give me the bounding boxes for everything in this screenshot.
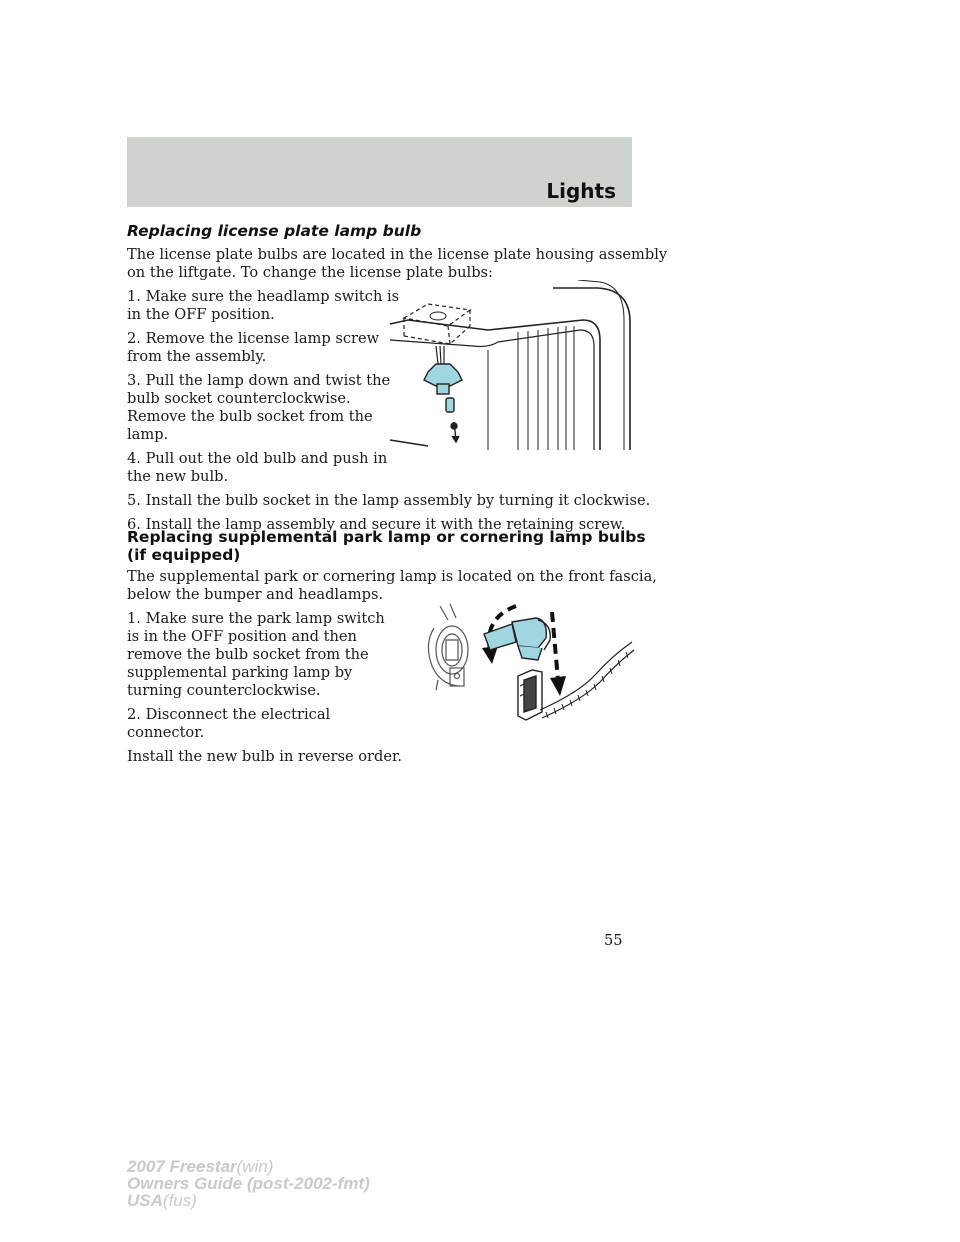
license-step-3-line-1: 3. Pull the lamp down and twist the: [127, 372, 391, 389]
footer-line-2: [127, 1175, 370, 1192]
footer-line-3: [127, 1192, 370, 1209]
park-lamp-step-1-line-1: 1. Make sure the park lamp switch: [127, 610, 385, 627]
park-lamp-step-1-line-2: is in the OFF position and then: [127, 628, 357, 645]
footer-guide: Owners Guide (post-2002-fmt): [127, 1174, 370, 1193]
park-lamp-intro-line-2: below the bumper and headlamps.: [127, 586, 384, 603]
park-lamp-step-1-line-5: turning counterclockwise.: [127, 682, 321, 699]
license-step-5: 5. Install the bulb socket in the lamp assembly by turning it clockwise.: [127, 492, 651, 509]
license-step-1-line-2: in the OFF position.: [127, 306, 275, 323]
license-intro-line-1: The license plate bulbs are located in the license plate housing assembly: [127, 246, 668, 263]
park-lamp-bulb-illustration: [420, 600, 635, 732]
license-step-2-line-1: 2. Remove the license lamp screw: [127, 330, 380, 347]
park-lamp-intro-line-1: The supplemental park or cornering lamp is located on the front fascia,: [127, 568, 657, 585]
license-step-3-line-3: Remove the bulb socket from the: [127, 408, 373, 425]
section-title-supplemental-park-lamp-line-1: Replacing supplemental park lamp or cornering lamp bulbs: [127, 528, 646, 546]
section-title-license-plate: Replacing license plate lamp bulb: [127, 222, 422, 240]
license-step-4-line-2: the new bulb.: [127, 468, 229, 485]
footer-line-1: [127, 1158, 370, 1175]
footer-market: USA: [127, 1191, 163, 1210]
header-band: [127, 137, 632, 207]
section-title-supplemental-park-lamp-line-2: (if equipped): [127, 546, 241, 564]
page-number: 55: [604, 932, 623, 949]
park-lamp-step-2-line-2: connector.: [127, 724, 205, 741]
footer-market-code: (fus): [162, 1191, 197, 1210]
license-intro-line-2: on the liftgate. To change the license plate bulbs:: [127, 264, 493, 281]
footer-model: 2007 Freestar: [127, 1157, 237, 1176]
footer-model-code: (win): [236, 1157, 274, 1176]
license-step-3-line-2: bulb socket counterclockwise.: [127, 390, 351, 407]
park-lamp-step-1-line-3: remove the bulb socket from the: [127, 646, 369, 663]
license-step-2-line-2: from the assembly.: [127, 348, 267, 365]
section-header-title: Lights: [546, 179, 616, 203]
license-step-1-line-1: 1. Make sure the headlamp switch is: [127, 288, 400, 305]
license-step-3-line-4: lamp.: [127, 426, 169, 443]
park-lamp-step-1-line-4: supplemental parking lamp by: [127, 664, 353, 681]
license-step-6: 6. Install the lamp assembly and secure it with the retaining screw.: [127, 516, 626, 533]
park-lamp-step-2-line-1: 2. Disconnect the electrical: [127, 706, 331, 723]
park-lamp-closing: Install the new bulb in reverse order.: [127, 748, 402, 765]
license-plate-lamp-illustration: [388, 280, 636, 458]
license-step-4-line-1: 4. Pull out the old bulb and push in: [127, 450, 388, 467]
footer-watermark: [127, 1158, 370, 1209]
